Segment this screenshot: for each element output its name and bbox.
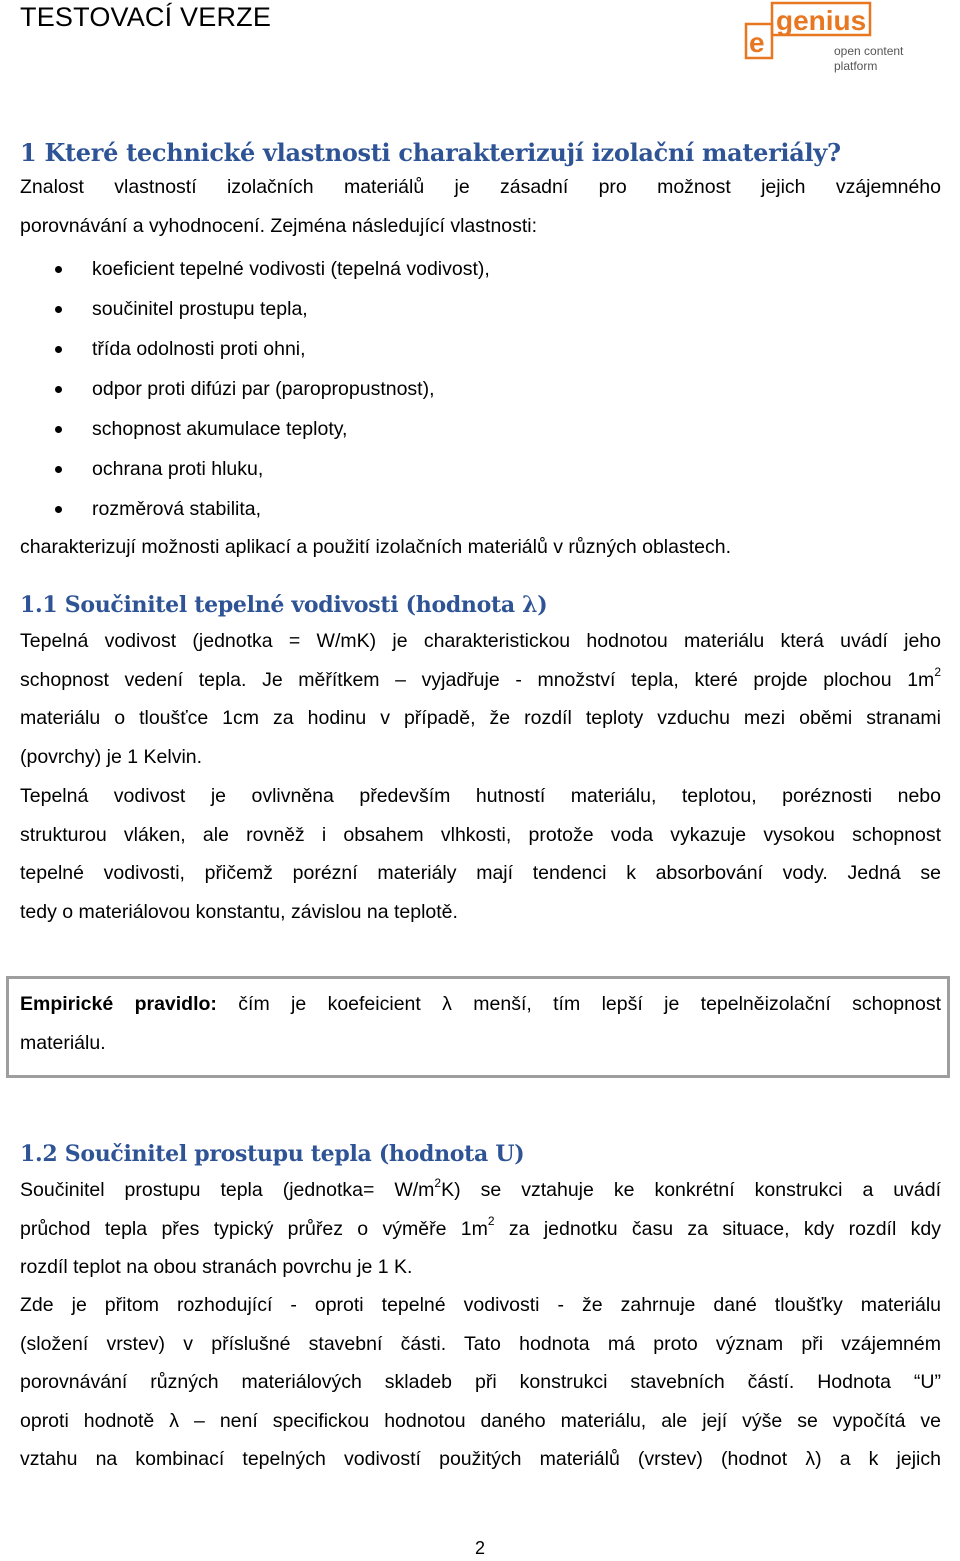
bullet-icon (55, 266, 62, 273)
bullet-icon (55, 506, 62, 513)
egenius-logo (738, 0, 938, 80)
section-1-2-paragraph-1: Součinitel prostupu tepla (jednotka= $W/m^2K$) se vztahuje ke konkrétní konstrukci a uvádí průchod tepla přes typický průřez o výměře $1m^2$ za jednotku času za situace, kdy rozdíl kdy rozdíl teplot na obou stranách povrchu je 1 K. (20, 1175, 941, 1278)
section-1-heading: 1 Které technické vlastnosti charakterizují izolační materiály? (20, 138, 841, 167)
logo-e: e (749, 27, 765, 58)
section-1-1-paragraph-2: Tepelná vodivost je ovlivněna především hutností materiálu, teplotou, poréznosti nebo strukturou vláken, ale rovněž i obsahem vlhkosti, protože voda vykazuje vysokou schopnost tepelné vodivosti, přičemž porézní materiály mají tendenci k absorbování vody. Jedná se tedy o materiálovou konstantu, závislou na teplotě. (20, 785, 941, 923)
rule-label: Empirické pravidlo: (20, 993, 217, 1015)
section-1-1-paragraph-1: Tepelná vodivost (jednotka = W/mK) je charakteristickou hodnotou materiálu která uvádí jeho schopnost vedení tepla. Je měřítkem – vyjadřuje - množství tepla, které projde plochou $1m^2$ materiálu o tloušťce 1cm za hodinu v případě, že rozdíl teploty vzduchu mezi oběmi stranami (povrchy) je 1 Kelvin. (20, 630, 941, 768)
list-item: ochrana proti hluku, (20, 450, 490, 490)
bullet-icon (55, 426, 62, 433)
bullet-icon (55, 346, 62, 353)
list-item: třída odolnosti proti ohni, (20, 330, 490, 370)
property-list (20, 250, 490, 530)
section-1-2-paragraph-2: Zde je přitom rozhodující - oproti tepelné vodivosti - že zahrnuje dané tloušťky materiálu (složení vrstev) v příslušné stavební části. Tato hodnota má proto význam při vzájemném porovnávání různých materiálových skladeb při konstrukci stavebních částí. Hodnota “U” oproti hodnotě λ – není specifickou hodnotou daného materiálu, ale její výše se vypočítá ve vztahu na kombinací tepelných vodivostí použitých materiálů (vrstev) (hodnot λ) a k jejich (20, 1294, 941, 1470)
list-item: součinitel prostupu tepla, (20, 290, 490, 330)
logo-word: genius (776, 5, 867, 36)
section-1-intro (20, 168, 941, 245)
list-item: schopnost akumulace teploty, (20, 410, 490, 450)
section-1-1-heading: 1.1 Součinitel tepelné vodivosti (hodnota λ) (20, 592, 548, 618)
page-number: 2 (474, 1538, 485, 1558)
logo-tagline-1: open content (834, 44, 904, 58)
intro-line-1: Znalost vlastností izolačních materiálů je zásadní pro možnost jejich vzájemného (20, 176, 941, 198)
document-header-title: TESTOVACÍ VERZE (20, 2, 272, 32)
intro-line-2: porovnávání a vyhodnocení. Zejména následující vlastnosti: (20, 214, 538, 237)
empirical-rule-box: Empirické pravidlo: čím je koefeicient λ menší, tím lepší je tepelněizolační schopnost materiálu. (6, 976, 950, 1078)
list-item: rozměrová stabilita, (20, 490, 490, 530)
bullet-icon (55, 386, 62, 393)
section-1-2-heading: 1.2 Součinitel prostupu tepla (hodnota U) (20, 1141, 525, 1167)
bullet-icon (55, 306, 62, 313)
list-item: odpor proti difúzi par (paropropustnost), (20, 370, 490, 410)
logo-tagline-2: platform (834, 59, 878, 73)
bullet-icon (55, 466, 62, 473)
rule-text: čím je koefeicient λ menší, tím lepší je tepelněizolační schopnost (216, 993, 941, 1015)
logo-graphic (738, 0, 938, 80)
section-1-outro: charakterizují možnosti aplikací a použití izolačních materiálů v různých oblastech. (20, 536, 731, 558)
list-item: koeficient tepelné vodivosti (tepelná vodivost), (20, 250, 490, 290)
